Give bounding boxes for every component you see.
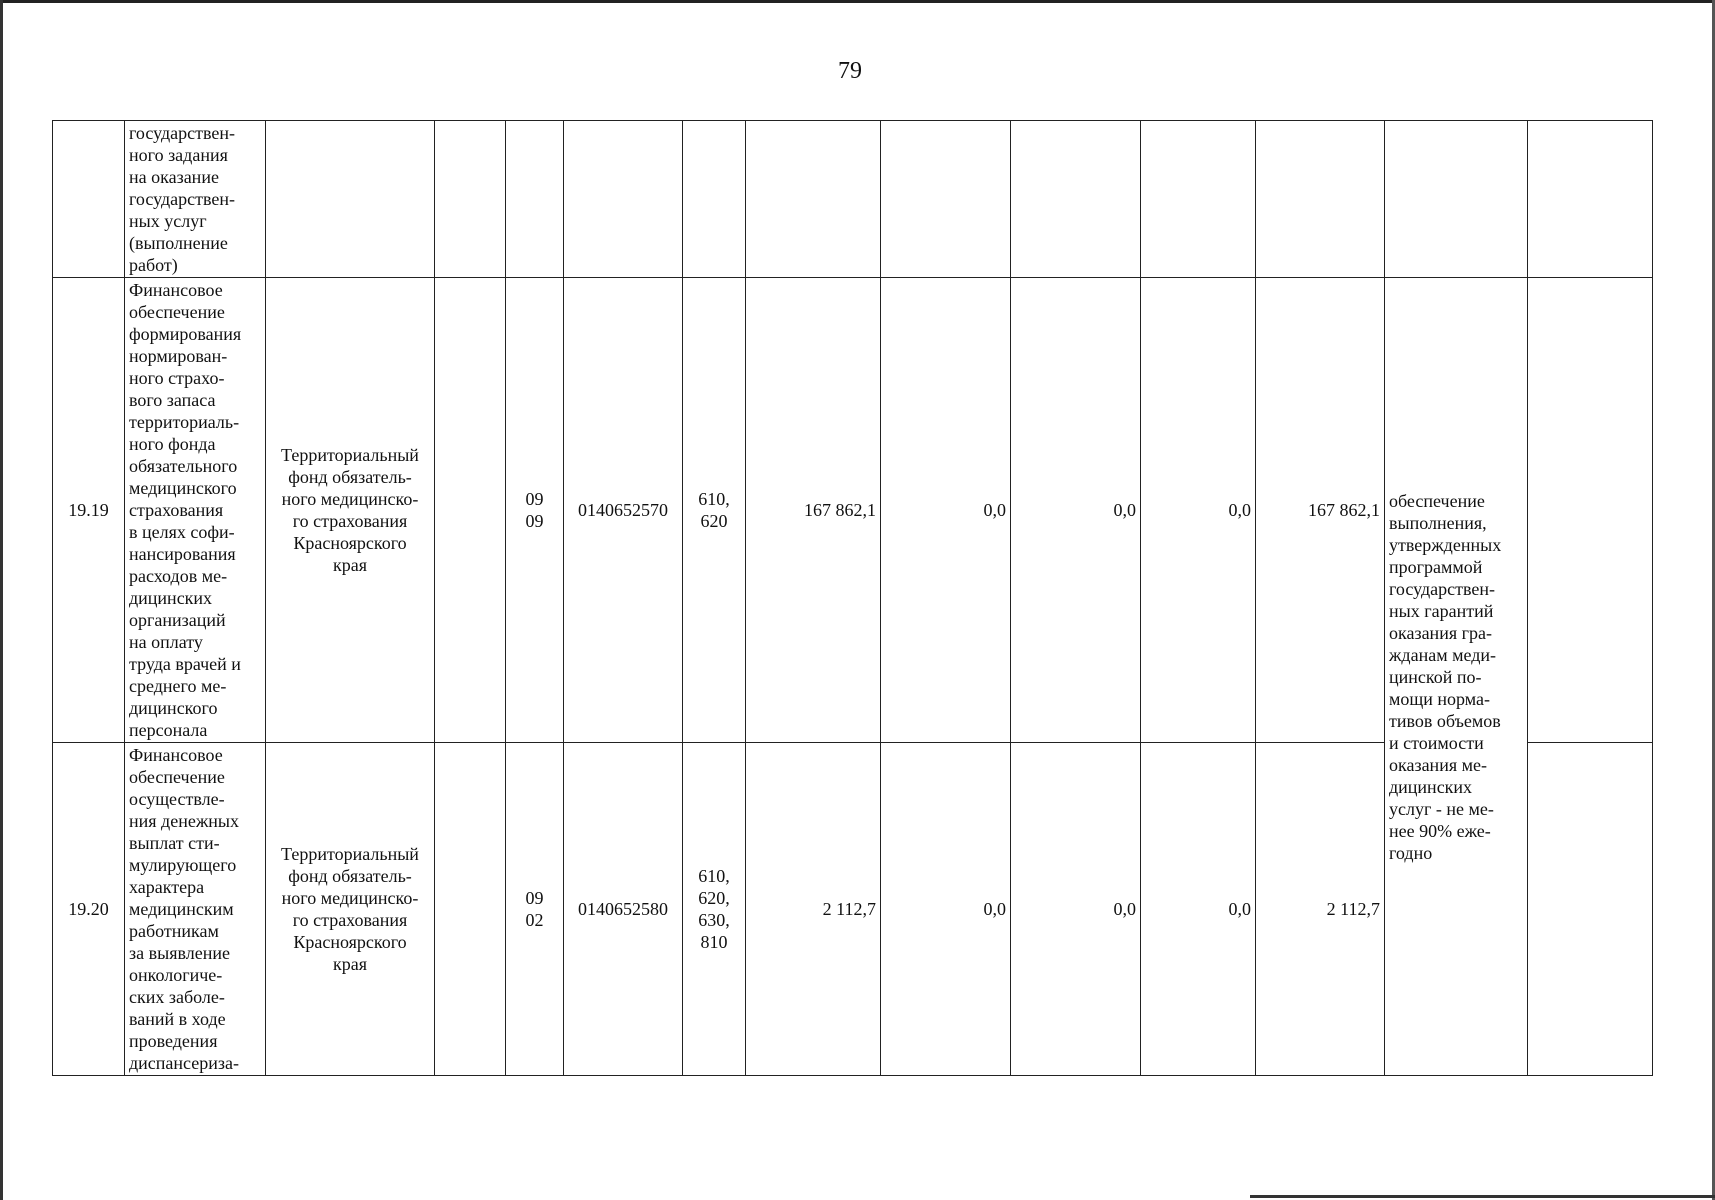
total-cell: 2 112,7 xyxy=(1256,743,1385,1076)
executor-cell: Территориальный фонд обязатель- ного медицинско- го страхования Красноярского края xyxy=(266,278,435,743)
rzpr-cell: 09 02 xyxy=(506,743,564,1076)
row-number-cell xyxy=(53,121,125,278)
empty-cell xyxy=(1528,121,1653,278)
year3-cell: 0,0 xyxy=(1011,278,1141,743)
rzpr-cell: 09 09 xyxy=(506,278,564,743)
total-cell: 167 862,1 xyxy=(1256,278,1385,743)
year2-cell xyxy=(881,121,1011,278)
year2-cell: 0,0 xyxy=(881,743,1011,1076)
page-frame-left xyxy=(0,0,3,1200)
year4-cell: 0,0 xyxy=(1141,743,1256,1076)
csr-cell: 0140652570 xyxy=(564,278,683,743)
table-row xyxy=(53,121,1653,278)
empty-cell xyxy=(435,743,506,1076)
year1-cell: 167 862,1 xyxy=(746,278,881,743)
table-row xyxy=(53,278,1653,743)
year2-cell: 0,0 xyxy=(881,278,1011,743)
year4-cell xyxy=(1141,121,1256,278)
vr-cell: 610, 620 xyxy=(683,278,746,743)
executor-cell xyxy=(266,121,435,278)
page-number: 79 xyxy=(838,58,862,84)
row-number-cell: 19.19 xyxy=(53,278,125,743)
result-cell: обеспечение выполнения, утвержденных программой государствен- ных гарантий оказания гра- жданам меди- цинской по- мощи норма- тивов объемов и стоимости оказания ме- дицинских услуг - не ме- нее 90% еже- годно xyxy=(1385,278,1528,1076)
empty-cell xyxy=(1528,278,1653,743)
vr-cell xyxy=(683,121,746,278)
page-frame-bottom xyxy=(1250,1195,1715,1198)
csr-cell xyxy=(564,121,683,278)
vr-cell: 610, 620, 630, 810 xyxy=(683,743,746,1076)
csr-cell: 0140652580 xyxy=(564,743,683,1076)
empty-cell xyxy=(435,278,506,743)
year3-cell xyxy=(1011,121,1141,278)
page-frame-top xyxy=(0,0,1715,3)
result-cell xyxy=(1385,121,1528,278)
executor-cell: Территориальный фонд обязатель- ного медицинско- го страхования Красноярского края xyxy=(266,743,435,1076)
empty-cell xyxy=(435,121,506,278)
year1-cell: 2 112,7 xyxy=(746,743,881,1076)
year1-cell xyxy=(746,121,881,278)
budget-table xyxy=(52,120,1653,1076)
year4-cell: 0,0 xyxy=(1141,278,1256,743)
year3-cell: 0,0 xyxy=(1011,743,1141,1076)
row-number-cell: 19.20 xyxy=(53,743,125,1076)
measure-name-cell: государствен- ного задания на оказание государствен- ных услуг (выполнение работ) xyxy=(125,121,266,278)
empty-cell xyxy=(1528,743,1653,1076)
rzpr-cell xyxy=(506,121,564,278)
measure-name-cell: Финансовое обеспечение осуществле- ния денежных выплат сти- мулирующего характера медицинским работникам за выявление онкологиче- ских заболе- ваний в ходе проведения диспансериза- xyxy=(125,743,266,1076)
total-cell xyxy=(1256,121,1385,278)
measure-name-cell: Финансовое обеспечение формирования нормирован- ного страхо- вого запаса территориаль- ного фонда обязательного медицинского страхования в целях софи- нансирования расходов ме- дицинских организаций на оплату труда врачей и среднего ме- дицинского персонала xyxy=(125,278,266,743)
